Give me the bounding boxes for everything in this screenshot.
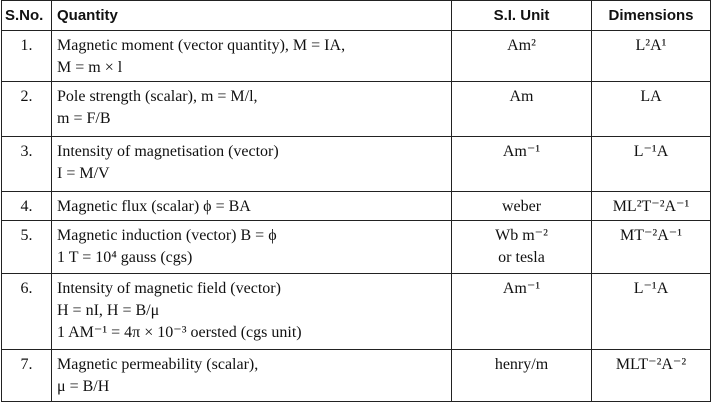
- quantity-line: Magnetic flux (scalar) ϕ = BA: [57, 198, 251, 215]
- si-unit-cell: Am: [452, 82, 592, 137]
- row-number: 6.: [2, 274, 52, 350]
- table-row: [2, 82, 711, 137]
- quantity-cell: [52, 137, 452, 192]
- table-row: [2, 274, 711, 350]
- quantity-table: [1, 0, 711, 402]
- header-si-unit: S.I. Unit: [452, 1, 592, 31]
- quantity-line: Magnetic induction (vector) B = ϕ: [57, 227, 277, 244]
- quantity-line: Intensity of magnetisation (vector): [57, 143, 279, 160]
- header-quantity: Quantity: [52, 1, 452, 31]
- quantity-line: Magnetic moment (vector quantity), M = IA,: [57, 37, 346, 54]
- quantity-cell: [52, 221, 452, 274]
- row-number: 7.: [2, 350, 52, 402]
- quantity-line: Pole strength (scalar), m = M/l,: [57, 88, 258, 105]
- quantity-formula: 1 T = 10⁴ gauss (cgs): [57, 249, 193, 266]
- si-unit-cell: [452, 221, 592, 274]
- row-number: 2.: [2, 82, 52, 137]
- quantity-cell: [52, 31, 452, 82]
- row-number: 5.: [2, 221, 52, 274]
- dimensions-cell: L⁻¹A: [592, 137, 711, 192]
- dimensions-cell: L²A¹: [592, 31, 711, 82]
- dimensions-cell: MLT⁻²A⁻²: [592, 350, 711, 402]
- row-number: 3.: [2, 137, 52, 192]
- table-row: [2, 221, 711, 274]
- header-sno: S.No.: [2, 1, 52, 31]
- si-unit-cell: Am²: [452, 31, 592, 82]
- dimensions-cell: LA: [592, 82, 711, 137]
- table-row: [2, 31, 711, 82]
- header-row: [2, 1, 711, 31]
- quantity-line: Magnetic permeability (scalar),: [57, 356, 259, 373]
- si-unit-cell: Am⁻¹: [452, 274, 592, 350]
- si-unit-alt: or tesla: [498, 249, 545, 266]
- quantity-formula: H = nI, H = B/μ: [57, 302, 160, 319]
- row-number: 1.: [2, 31, 52, 82]
- quantity-formula: I = M/V: [57, 165, 110, 182]
- table-row: [2, 192, 711, 221]
- quantity-line: Intensity of magnetic field (vector): [57, 280, 281, 297]
- header-dimensions: Dimensions: [592, 1, 711, 31]
- si-unit-line: Wb m⁻²: [495, 227, 548, 244]
- dimensions-cell: ML²T⁻²A⁻¹: [592, 192, 711, 221]
- si-unit-cell: Am⁻¹: [452, 137, 592, 192]
- quantity-cell: [52, 350, 452, 402]
- si-unit-cell: henry/m: [452, 350, 592, 402]
- quantity-cell: [52, 82, 452, 137]
- quantity-formula: μ = B/H: [57, 378, 110, 395]
- quantity-note: 1 AM⁻¹ = 4π × 10⁻³ oersted (cgs unit): [57, 324, 302, 341]
- row-number: 4.: [2, 192, 52, 221]
- quantity-cell: [52, 274, 452, 350]
- quantity-cell: [52, 192, 452, 221]
- dimensions-cell: L⁻¹A: [592, 274, 711, 350]
- quantity-formula: m = F/B: [57, 110, 111, 127]
- quantity-formula: M = m × l: [57, 59, 123, 76]
- table-row: [2, 137, 711, 192]
- dimensions-cell: MT⁻²A⁻¹: [592, 221, 711, 274]
- si-unit-cell: weber: [452, 192, 592, 221]
- table-row: [2, 350, 711, 402]
